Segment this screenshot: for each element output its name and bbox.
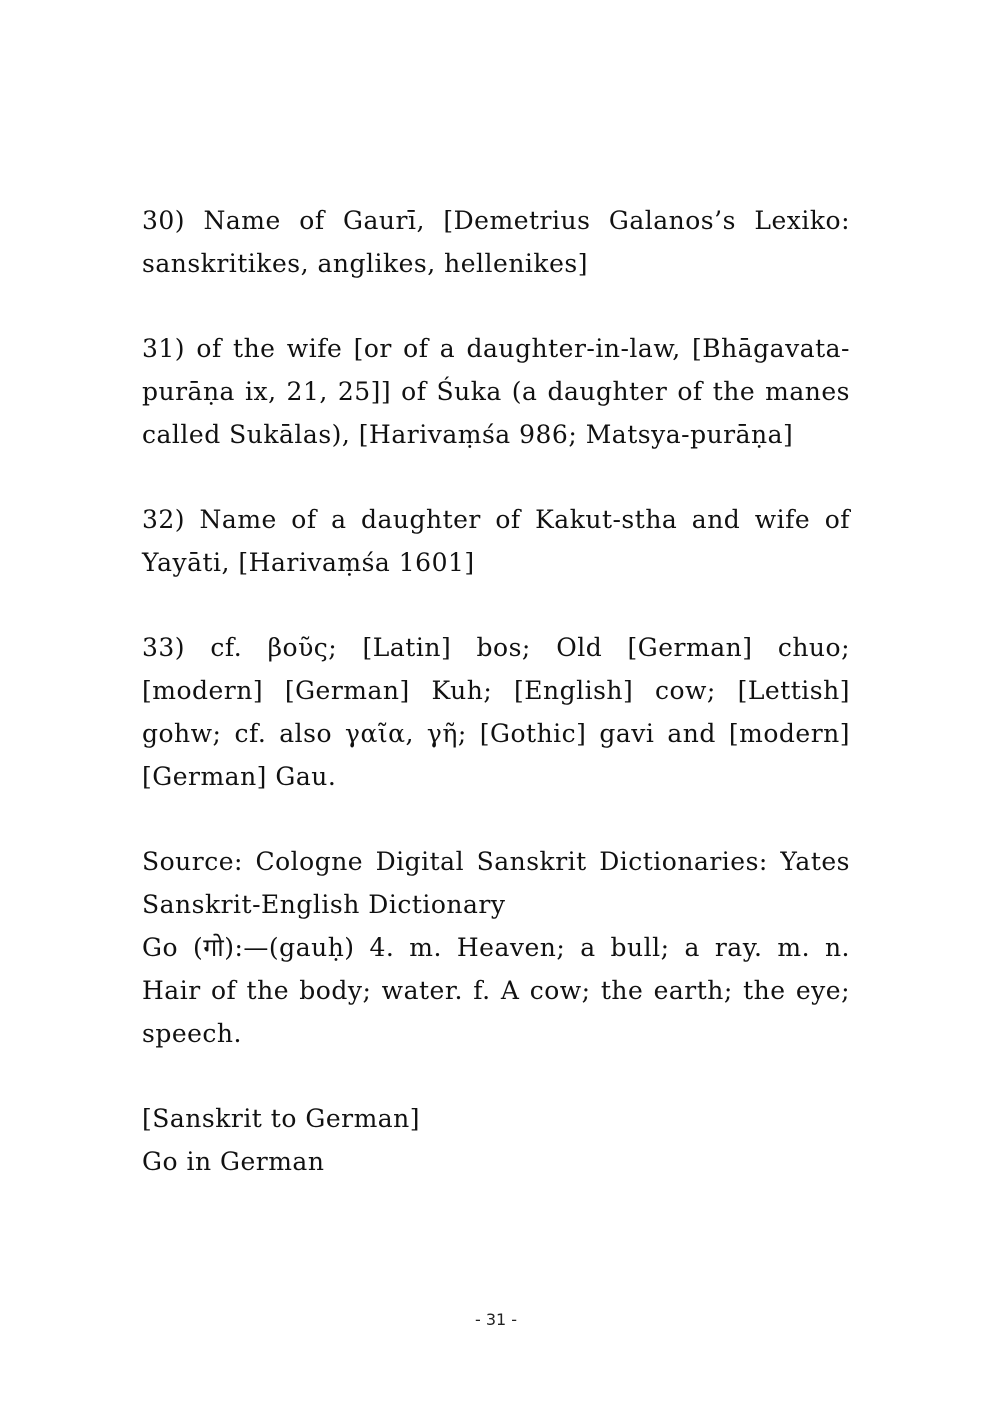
german-line: Go in German (142, 1147, 325, 1176)
entry-30: 30) Name of Gaurī, [Demetrius Galanos’s Lexiko: sanskritikes, anglikes, hellenikes] (142, 206, 850, 278)
german-block (142, 1097, 850, 1183)
entry-32: 32) Name of a daughter of Kakut-stha and wife of Yayāti, [Harivaṃśa 1601] (142, 505, 850, 577)
source-block (142, 840, 850, 1055)
german-heading: [Sanskrit to German] (142, 1104, 421, 1133)
source-line: Source: Cologne Digital Sanskrit Dictionaries: Yates Sanskrit-English Dictionary (142, 847, 850, 919)
page-number: - 31 - (474, 1310, 518, 1329)
page-content (142, 199, 850, 1183)
yates-definition: Go (गो):—(gauḥ) 4. m. Heaven; a bull; a ray. m. n. Hair of the body; water. f. A cow; the earth; the eye; speech. (142, 933, 850, 1048)
entry-33: 33) cf. βοῦς; [Latin] bos; Old [German] chuo; [modern] [German] Kuh; [English] cow; [Lettish] gohw; cf. also γαῖα, γῆ; [Gothic] gavi and [modern] [German] Gau. (142, 633, 850, 791)
entry-31: 31) of the wife [or of a daughter-in-law, [Bhāgavata-purāṇa ix, 21, 25]] of Śuka (a daughter of the manes called Sukālas), [Harivaṃśa 986; Matsya-purāṇa] (142, 334, 850, 449)
